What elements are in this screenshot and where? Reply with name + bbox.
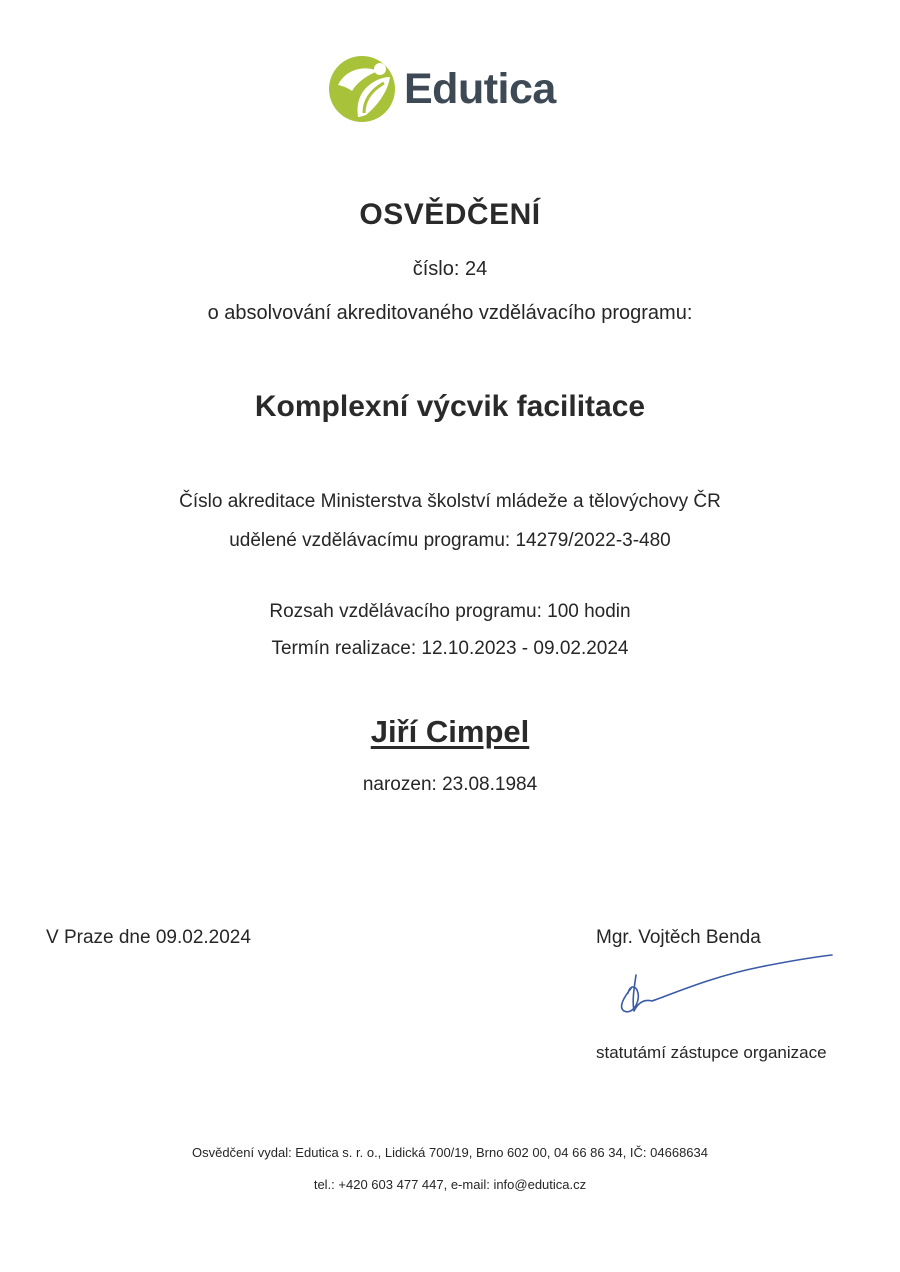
logo-text: Edutica bbox=[404, 64, 556, 113]
handwritten-signature bbox=[610, 945, 840, 1025]
certificate-title: OSVĚDČENÍ bbox=[359, 198, 541, 231]
program-scope: Rozsah vzdělávacího programu: 100 hodin bbox=[269, 601, 631, 622]
certificate-intro: o absolvování akreditovaného vzdělávacího programu: bbox=[207, 302, 693, 324]
accreditation-line-1: Číslo akreditace Ministerstva školství mládeže a tělovýchovy ČR bbox=[179, 491, 721, 512]
holder-name: Jiří Cimpel bbox=[370, 714, 530, 749]
signer-role: statutámí zástupce organizace bbox=[596, 1043, 827, 1062]
logo bbox=[328, 54, 556, 124]
edutica-leaf-logo-icon bbox=[328, 55, 396, 123]
footer-contact: tel.: +420 603 477 447, e-mail: info@edutica.cz bbox=[313, 1177, 587, 1192]
accreditation-line-2: udělené vzdělávacímu programu: 14279/2022-3-480 bbox=[229, 530, 671, 551]
certificate-number: číslo: 24 bbox=[412, 258, 488, 280]
signer-name: Mgr. Vojtěch Benda bbox=[596, 927, 761, 948]
program-term: Termín realizace: 12.10.2023 - 09.02.2024 bbox=[271, 638, 629, 659]
footer-issuer: Osvědčení vydal: Edutica s. r. o., Lidická 700/19, Brno 602 00, 04 66 86 34, IČ: 04668634 bbox=[191, 1145, 708, 1160]
place-and-date: V Praze dne 09.02.2024 bbox=[46, 927, 251, 948]
program-name: Komplexní výcvik facilitace bbox=[254, 390, 646, 423]
holder-birthdate: narozen: 23.08.1984 bbox=[362, 774, 538, 795]
